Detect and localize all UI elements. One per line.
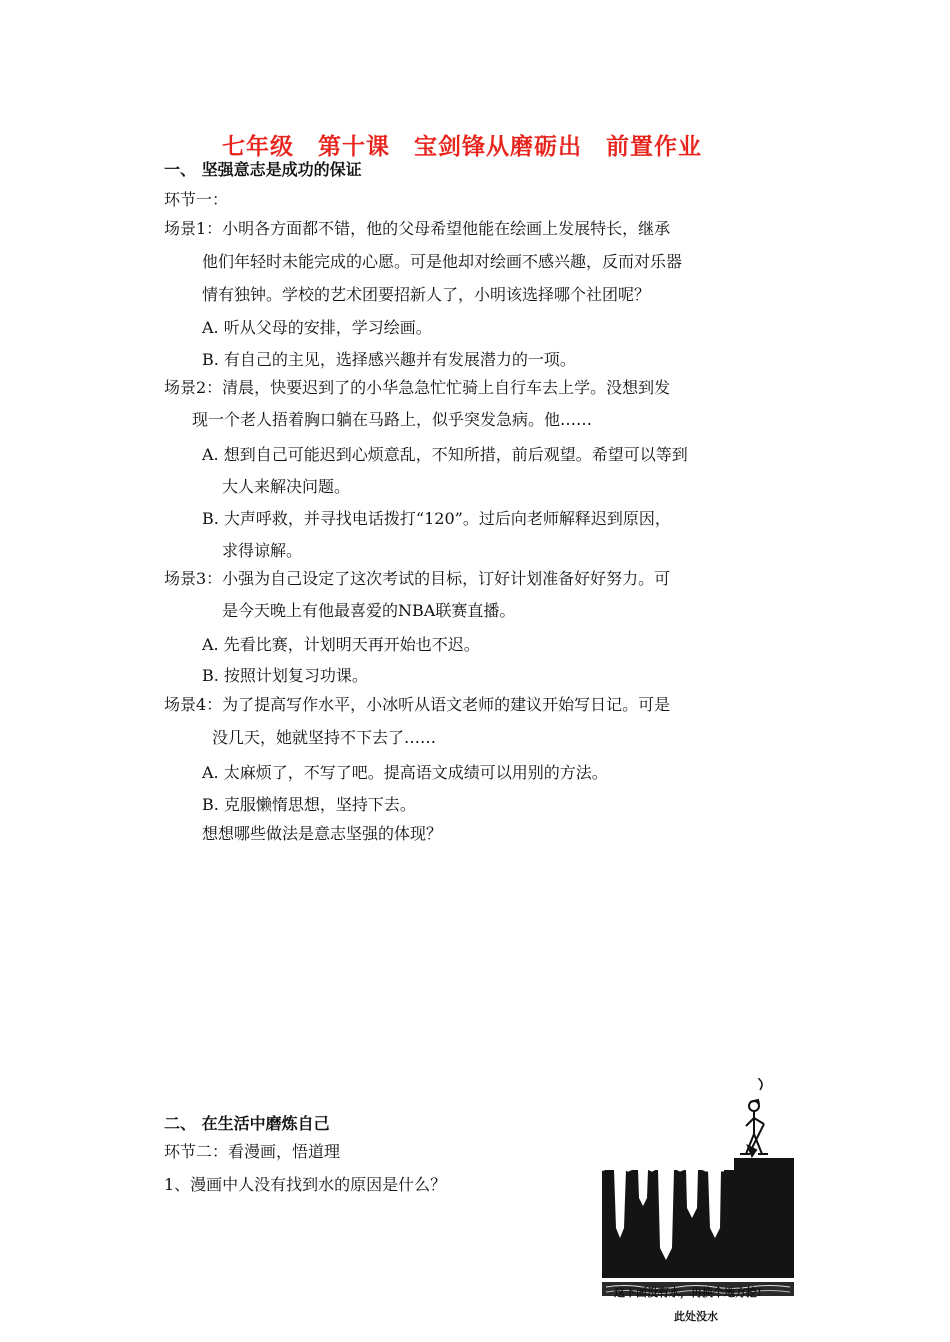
scene-1-line-3: 情有独钟。学校的艺术团要招新人了，小明该选择哪个社团呢？ xyxy=(202,285,651,304)
scene-3-option-a: A. 先看比赛，计划明天再开始也不迟。 xyxy=(202,635,480,654)
scene-2-line-2: 现一个老人捂着胸口躺在马路上，似乎突发急病。他…… xyxy=(192,410,593,429)
digging-man-figure xyxy=(740,1078,768,1156)
cartoon-caption-speech: 这下面没有水，再换个地方挖! xyxy=(614,1286,762,1299)
link-2-label: 环节二：看漫画，悟道理 xyxy=(164,1142,341,1161)
scene-3-line-1: 场景3：小强为自己设定了这次考试的目标，订好计划准备好好努力。可 xyxy=(164,569,671,588)
scene-4-option-b: B. 克服懒惰思想，坚持下去。 xyxy=(202,795,416,814)
scene-2-line-1: 场景2：清晨，快要迟到了的小华急急忙忙骑上自行车去上学。没想到发 xyxy=(164,378,671,397)
scene-2-option-b-line-1: B. 大声呼救，并寻找电话拨打“120”。过后向老师解释迟到原因， xyxy=(202,509,671,528)
link-1-label: 环节一： xyxy=(164,190,229,209)
scene-4-line-1: 场景4：为了提高写作水平，小冰听从语文老师的建议开始写日记。可是 xyxy=(164,695,671,714)
scene-2-option-b-line-2: 求得谅解。 xyxy=(222,541,303,560)
section-1-heading: 一、 坚强意志是成功的保证 xyxy=(164,160,362,179)
scene-4-option-a: A. 太麻烦了，不写了吧。提高语文成绩可以用别的方法。 xyxy=(202,763,608,782)
question-1: 1、漫画中人没有找到水的原因是什么？ xyxy=(164,1175,447,1194)
scene-3-option-b: B. 按照计划复习功课。 xyxy=(202,666,368,685)
scene-2-option-a-line-1: A. 想到自己可能迟到心烦意乱，不知所措，前后观望。希望可以等到 xyxy=(202,445,688,464)
scene-1-line-2: 他们年轻时未能完成的心愿。可是他却对绘画不感兴趣，反而对乐器 xyxy=(202,252,683,271)
scene-4-line-2: 没几天，她就坚持不下去了…… xyxy=(212,728,437,747)
cartoon-caption-label: 此处没水 xyxy=(674,1310,718,1323)
scene-2-option-a-line-2: 大人来解决问题。 xyxy=(222,477,351,496)
section-2-heading: 二、 在生活中磨炼自己 xyxy=(164,1114,330,1133)
scene-1-option-b: B. 有自己的主见，选择感兴趣并有发展潜力的一项。 xyxy=(202,350,576,369)
page-title: 七年级 第十课 宝剑锋从磨砺出 前置作业 xyxy=(222,133,702,160)
scene-1-option-a: A. 听从父母的安排，学习绘画。 xyxy=(202,318,432,337)
section-1-question: 想想哪些做法是意志坚强的体现？ xyxy=(202,824,443,843)
scene-1-line-1: 场景1：小明各方面都不错，他的父母希望他能在绘画上发展特长，继承 xyxy=(164,219,671,238)
scene-3-line-2: 是今天晚上有他最喜爱的NBA联赛直播。 xyxy=(222,601,516,620)
